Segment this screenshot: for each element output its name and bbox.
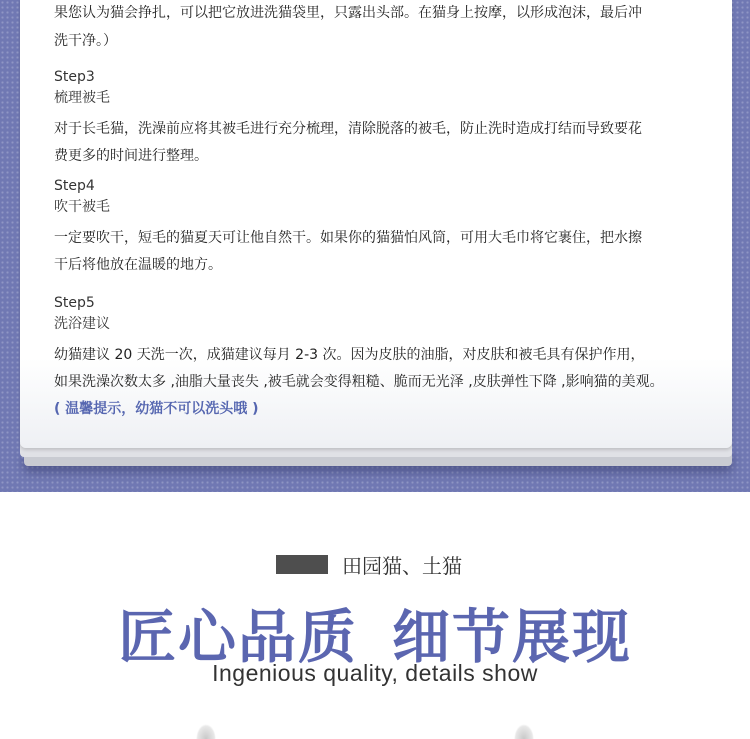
step4-text-line-2: 干后将他放在温暖的地方。 — [54, 257, 222, 273]
warm-tip: ( 温馨提示，幼猫不可以洗头哦 ) — [54, 401, 259, 417]
section-subtitle: 田园猫、土猫 — [342, 553, 462, 578]
step5-text-line-1: 幼猫建议 20 天洗一次，成猫建议每月 2-3 次。因为皮肤的油脂，对皮肤和被毛具有保护作用， — [54, 347, 645, 363]
step3-text-line-1: 对于长毛猫，洗澡前应将其被毛进行充分梳理，清除脱落的被毛，防止洗时造成打结而导致要花 — [54, 121, 642, 137]
product-image-peek-right — [514, 724, 534, 739]
section-subtitle-row — [276, 551, 462, 577]
english-subheading: Ingenious quality, details show — [212, 660, 538, 686]
step3-title: 梳理被毛 — [54, 90, 110, 106]
step5-title: 洗浴建议 — [54, 316, 110, 332]
step4-title: 吹干被毛 — [54, 199, 110, 215]
step4-text-line-1: 一定要吹干，短毛的猫夏天可让他自然干。如果你的猫猫怕风筒，可用大毛巾将它裹住，把水擦 — [54, 230, 642, 246]
step4-label: Step4 — [54, 178, 95, 194]
step2-text-line-1: 果您认为猫会挣扎，可以把它放进洗猫袋里，只露出头部。在猫身上按摩，以形成泡沫，最后冲 — [54, 5, 642, 21]
step3-label: Step3 — [54, 69, 95, 85]
step5-label: Step5 — [54, 295, 95, 311]
subtitle-bar-decoration — [276, 555, 328, 574]
step2-text-line-2: 洗干净。） — [54, 33, 117, 49]
step3-text-line-2: 费更多的时间进行整理。 — [54, 148, 208, 164]
headline-part-1: 匠心品质 — [117, 603, 358, 671]
product-image-peek-left — [196, 724, 216, 739]
instruction-paper-card — [20, 0, 732, 448]
headline-part-2: 细节展现 — [392, 603, 633, 671]
step5-text-line-2: 如果洗澡次数太多 ,油脂大量丧失 ,被毛就会变得粗糙、脆而无光泽 ,皮肤弹性下降 ,影响猫的美观。 — [54, 374, 664, 390]
